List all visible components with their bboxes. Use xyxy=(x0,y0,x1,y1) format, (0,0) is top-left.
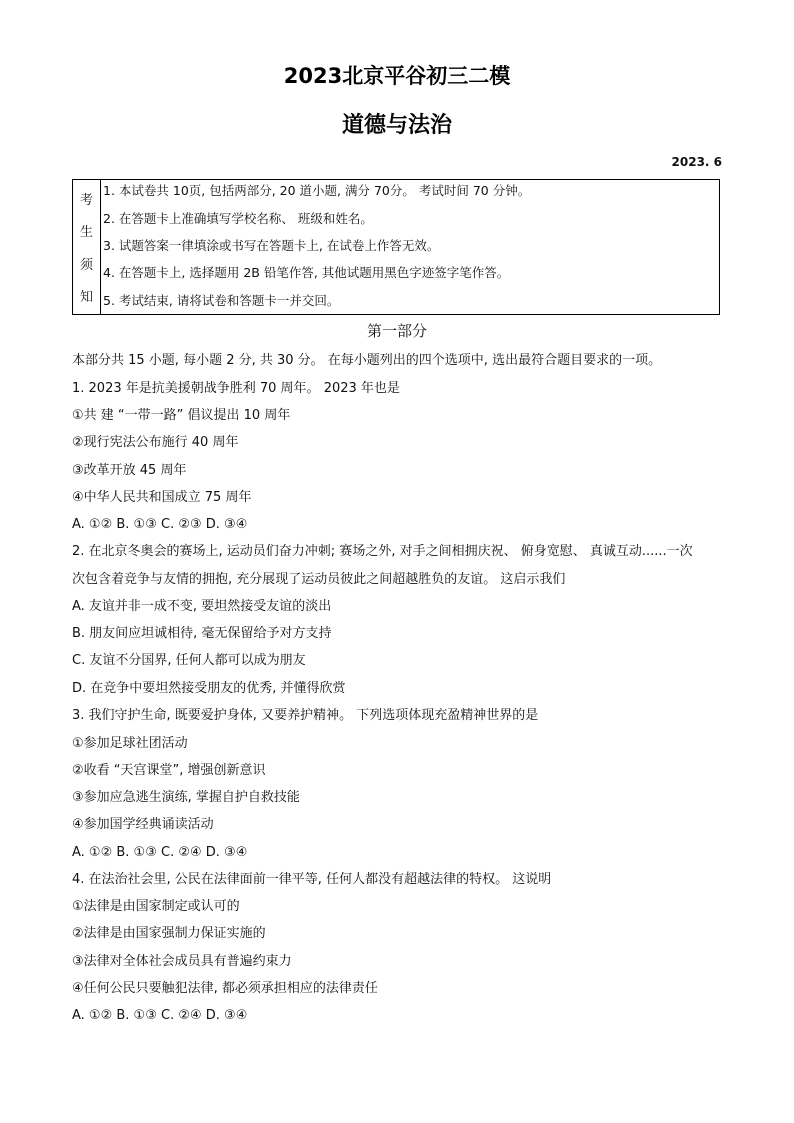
part-intro: 本部分共 15 小题, 每小题 2 分, 共 30 分。 在每小题列出的四个选项中, 选出最符合题目要求的一项。 xyxy=(72,353,662,368)
notice-item: 1. 本试卷共 10页, 包括两部分, 20 道小题, 满分 70分。 考试时间 70 分钟。 xyxy=(103,183,531,198)
question-option: ①参加足球社团活动 xyxy=(72,736,188,751)
notice-item: 5. 考试结束, 请将试卷和答题卡一并交回。 xyxy=(103,293,340,308)
notice-items xyxy=(101,180,719,314)
question-option: ④任何公民只要触犯法律, 都必须承担相应的法律责任 xyxy=(72,981,378,996)
question-option: A. 友谊并非一成不变, 要坦然接受友谊的淡出 xyxy=(72,599,332,614)
notice-item: 4. 在答题卡上, 选择题用 2B 铅笔作答, 其他试题用黑色字迹签字笔作答。 xyxy=(103,265,510,280)
exam-title: 2023北京平谷初三二模 xyxy=(283,64,511,88)
question-option: B. 朋友间应坦诚相待, 毫无保留给予对方支持 xyxy=(72,626,332,641)
question-choices: A. ①② B. ①③ C. ②④ D. ③④ xyxy=(72,1008,248,1023)
question-option: ①法律是由国家制定或认可的 xyxy=(72,899,240,914)
notice-item: 2. 在答题卡上准确填写学校名称、 班级和姓名。 xyxy=(103,211,373,226)
question-choices: A. ①② B. ①③ C. ②④ D. ③④ xyxy=(72,845,248,860)
question-stem: 4. 在法治社会里, 公民在法律面前一律平等, 任何人都没有超越法律的特权。 这说明 xyxy=(72,872,552,887)
question-option: ②收看 “天宫课堂”, 增强创新意识 xyxy=(72,763,266,778)
notice-label xyxy=(73,180,101,314)
question-option: ④参加国学经典诵读活动 xyxy=(72,817,214,832)
question-choices: A. ①② B. ①③ C. ②③ D. ③④ xyxy=(72,517,248,532)
question-option: ②现行宪法公布施行 40 周年 xyxy=(72,435,239,450)
question-option: ④中华人民共和国成立 75 周年 xyxy=(72,490,252,505)
part-title: 第一部分 xyxy=(366,322,427,340)
question-option: ③参加应急逃生演练, 掌握自护自救技能 xyxy=(72,790,300,805)
exam-date: 2023. 6 xyxy=(671,155,722,169)
exam-notice-box xyxy=(72,179,720,315)
notice-label-char: 知 xyxy=(79,290,93,306)
question-option: C. 友谊不分国界, 任何人都可以成为朋友 xyxy=(72,653,306,668)
question-option: ②法律是由国家强制力保证实施的 xyxy=(72,926,266,941)
notice-label-char: 考 xyxy=(79,192,93,208)
question-option: ③法律对全体社会成员具有普遍约束力 xyxy=(72,954,292,969)
question-option: ①共 建 “一带一路” 倡议提出 10 周年 xyxy=(72,408,291,423)
notice-label-char: 生 xyxy=(79,225,93,241)
notice-label-char: 须 xyxy=(79,257,93,273)
question-option: D. 在竞争中要坦然接受朋友的优秀, 并懂得欣赏 xyxy=(72,681,346,696)
question-stem: 2. 在北京冬奥会的赛场上, 运动员们奋力冲刺; 赛场之外, 对手之间相拥庆祝、 俯身宽慰、 真诚互动......一次 xyxy=(72,544,693,559)
question-stem: 1. 2023 年是抗美援朝战争胜利 70 周年。 2023 年也是 xyxy=(72,381,400,396)
subject-title: 道德与法治 xyxy=(341,113,452,138)
notice-item: 3. 试题答案一律填涂或书写在答题卡上, 在试卷上作答无效。 xyxy=(103,238,440,253)
question-option: ③改革开放 45 周年 xyxy=(72,463,187,478)
question-stem: 3. 我们守护生命, 既要爱护身体, 又要养护精神。 下列选项体现充盈精神世界的是 xyxy=(72,708,539,723)
question-stem: 次包含着竞争与友情的拥抱, 充分展现了运动员彼此之间超越胜负的友谊。 这启示我们 xyxy=(72,572,566,587)
